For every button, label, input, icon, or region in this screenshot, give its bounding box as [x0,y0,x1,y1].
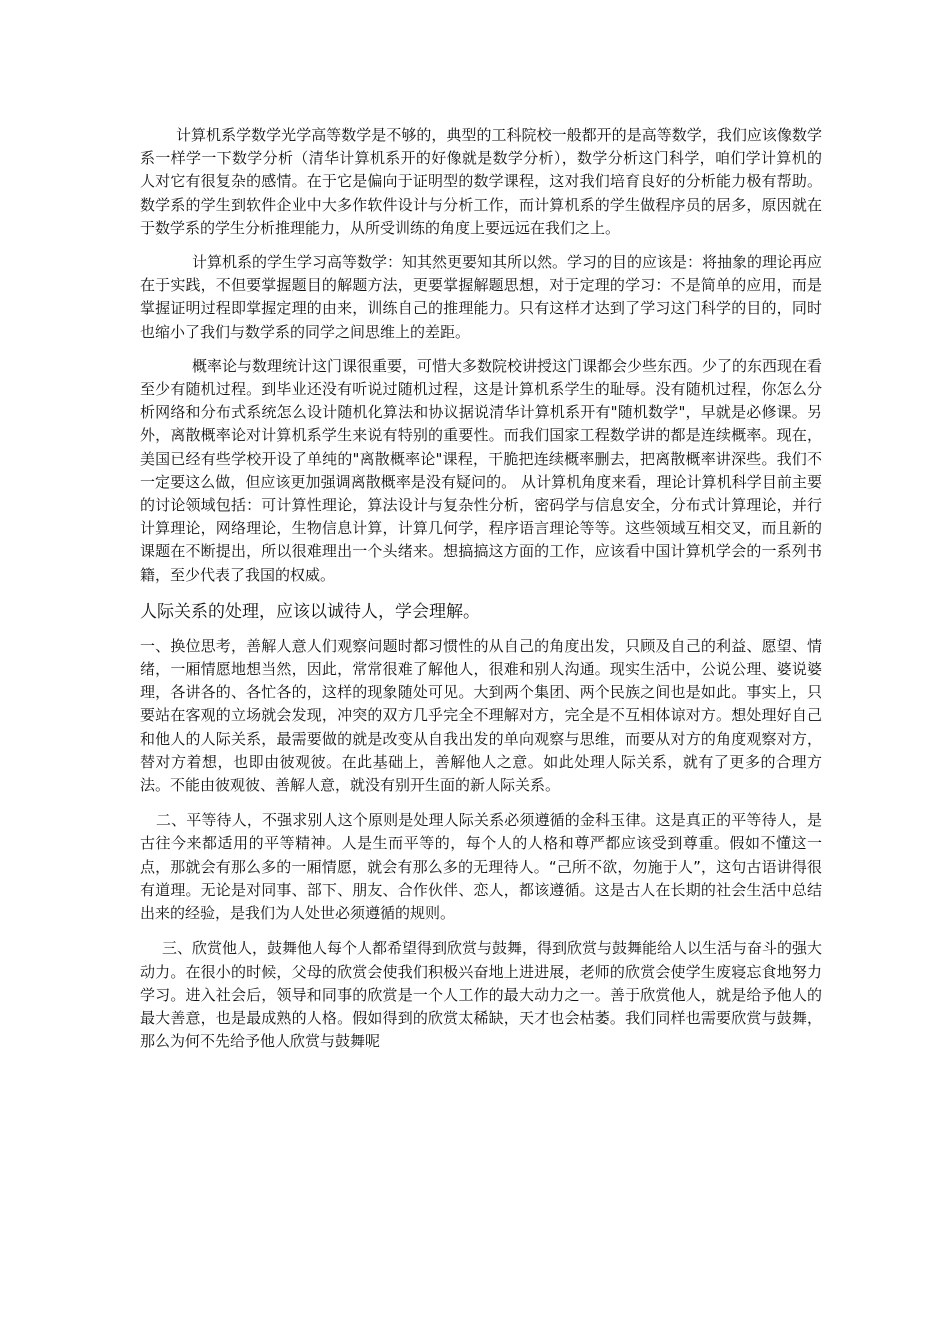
paragraph-probability: 概率论与数理统计这门课很重要，可惜大多数院校讲授这门课都会少些东西。少了的东西现在看至少有随机过程。到毕业还没有听说过随机过程，这是计算机系学生的耻辱。没有随机过程，你怎么分析网络和分布式系统怎么设计随机化算法和协议据说清华计算机系开有"随机数学"，早就是必修课。另外，离散概率论对计算机系学生来说有特别的重要性。而我们国家工程数学讲的都是连续概率。现在，美国已经有些学校开设了单纯的"离散概率论"课程，干脆把连续概率删去，把离散概率讲深些。我们不一定要这么做，但应该更加强调离散概率是没有疑问的。 从计算机角度来看，理论计算机科学目前主要的讨论领域包括：可计算性理论，算法设计与复杂性分析，密码学与信息安全，分布式计算理论，并行计算理论，网络理论，生物信息计算，计算几何学，程序语言理论等等。这些领域互相交叉，而且新的课题在不断提出，所以很难理出一个头绪来。想搞搞这方面的工作，应该看中国计算机学会的一系列书籍，至少代表了我国的权威。 [140,356,823,584]
paragraph-equality: 二、平等待人，不强求别人这个原则是处理人际关系必须遵循的金科玉律。这是真正的平等待人，是古往今来都适用的平等精神。人是生而平等的，每个人的人格和尊严都应该受到尊重。假如不懂这一点，那就会有那么多的一厢情愿，就会有那么多的无理待人。“己所不欲，勿施于人”，这句古语讲得很有道理。无论是对同事、部下、朋友、合作伙伴、恋人，都该遵循。这是古人在长期的社会生活中总结出来的经验，是我们为人处世必须遵循的规则。 [140,811,822,923]
paragraph-appreciation: 三、欣赏他人，鼓舞他人每个人都希望得到欣赏与鼓舞，得到欣赏与鼓舞能给人以生活与奋斗的强大动力。在很小的时候，父母的欣赏会使我们积极兴奋地上进进展，老师的欣赏会使学生废寝忘食地努力学习。进入社会后，领导和同事的欣赏是一个人工作的最大动力之一。善于欣赏他人，就是给予他人的最大善意，也是最成熟的人格。假如得到的欣赏太稀缺，天才也会枯萎。我们同样也需要欣赏与鼓舞，那么为何不先给予他人欣赏与鼓舞呢 [140,939,823,1051]
paragraph-advanced-math: 计算机系的学生学习高等数学：知其然更要知其所以然。学习的目的应该是：将抽象的理论再应在于实践，不但要掌握题目的解题方法，更要掌握解题思想，对于定理的学习：不是简单的应用，而是掌握证明过程即掌握定理的由来，训练自己的推理能力。只有这样才达到了学习这门科学的目的，同时也缩小了我们与数学系的同学之间思维上的差距。 [140,253,823,341]
paragraph-math-analysis: 计算机系学数学光学高等数学是不够的，典型的工科院校一般都开的是高等数学，我们应该像数学系一样学一下数学分析（清华计算机系开的好像就是数学分析），数学分析这门科学，咱们学计算机的人对它有很复杂的感情。在于它是偏向于证明型的数学课程，这对我们培育良好的分析能力极有帮助。数学系的学生到软件企业中大多作软件设计与分析工作，而计算机系的学生做程序员的居多，原因就在于数学系的学生分析推理能力，从所受训练的角度上要远远在我们之上。 [140,126,822,237]
section-heading-relationships: 人际关系的处理，应该以诚待人，学会理解。 [140,601,480,622]
document-page [140,124,822,1053]
paragraph-empathy: 一、换位思考，善解人意人们观察问题时都习惯性的从自己的角度出发，只顾及自己的利益、愿望、情绪，一厢情愿地想当然，因此，常常很难了解他人，很难和别人沟通。现实生活中，公说公理、婆说婆理，各讲各的、各忙各的，这样的现象随处可见。大到两个集团、两个民族之间也是如此。事实上，只要站在客观的立场就会发现，冲突的双方几乎完全不理解对方，完全是不互相体谅对方。想处理好自己和他人的人际关系，最需要做的就是改变从自我出发的单向观察与思维，而要从对方的角度观察对方，替对方着想，也即由彼观彼。在此基础上，善解他人之意。如此处理人际关系，就有了更多的合理方法。不能由彼观彼、善解人意，就没有别开生面的新人际关系。 [140,636,822,795]
